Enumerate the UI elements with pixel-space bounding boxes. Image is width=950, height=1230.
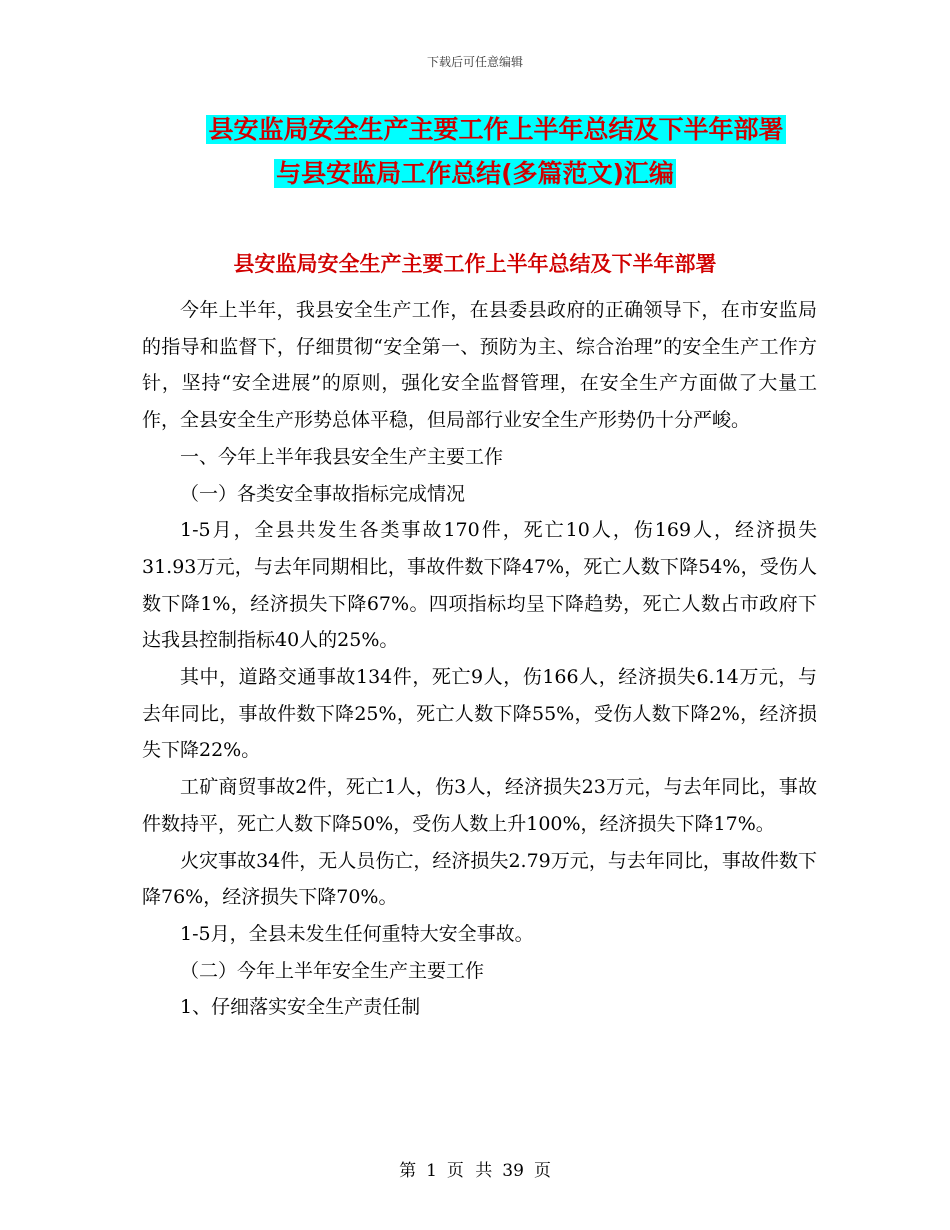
footer-suffix: 页: [533, 1161, 551, 1181]
document-title-line-1: [0, 112, 950, 148]
paragraph-subheading-2: （二）今年上半年安全生产主要工作: [180, 959, 485, 982]
header-note: 下载后可任意编辑: [426, 55, 523, 69]
document-title-line-2: [0, 156, 950, 192]
paragraph-intro: 今年上半年，我县安全生产工作，在县委县政府的正确领导下，在市安监局的指导和监督下，仔细贯彻“安全第一、预防为主、综合治理”的安全生产工作方针，坚持“安全进展”的原则，强化安全监督管理，在安全生产方面做了大量工作，全县安全生产形势总体平稳，但局部行业安全生产形势仍十分严峻。: [142, 299, 817, 432]
paragraph-traffic: 其中，道路交通事故134件，死亡9人，伤166人，经济损失6.14万元，与去年同比，事故件数下降25%，死亡人数下降55%，受伤人数下降2%，经济损失下降22%。: [142, 666, 817, 762]
paragraph-item-1: 1、仔细落实安全生产责任制: [180, 996, 421, 1019]
footer-total-pages: 39: [502, 1161, 524, 1181]
paragraph-heading-1: 一、今年上半年我县安全生产主要工作: [180, 445, 504, 468]
paragraph-industrial: 工矿商贸事故2件，死亡1人，伤3人，经济损失23万元，与去年同比，事故件数持平，死亡人数下降50%，受伤人数上升100%，经济损失下降17%。: [142, 776, 817, 835]
footer-page-number: 1: [426, 1161, 437, 1181]
page-footer: [0, 1156, 950, 1181]
paragraph-no-major: 1-5月，全县未发生任何重特大安全事故。: [180, 922, 534, 945]
paragraph-fire: 火灾事故34件，无人员伤亡，经济损失2.79万元，与去年同比，事故件数下降76%，经济损失下降70%。: [142, 849, 817, 909]
section-heading: 县安监局安全生产主要工作上半年总结及下半年部署: [233, 252, 717, 276]
paragraph-accident-summary: 1-5月，全县共发生各类事故170件，死亡10人，伤169人，经济损失31.93万元，与去年同期相比，事故件数下降47%，死亡人数下降54%，受伤人数下降1%，经济损失下降67%。四项指标均呈下降趋势，死亡人数占市政府下达我县控制指标40人的25%。: [142, 519, 817, 652]
document-title-line-1-text: 县安监局安全生产主要工作上半年总结及下半年部署: [208, 115, 784, 144]
footer-mid: 页 共: [446, 1161, 493, 1181]
document-title-line-2-text: 与县安监局工作总结(多篇范文)汇编: [276, 159, 674, 188]
body-text: [142, 292, 817, 1026]
footer-prefix: 第: [399, 1161, 417, 1181]
paragraph-subheading-1: （一）各类安全事故指标完成情况: [180, 482, 466, 505]
